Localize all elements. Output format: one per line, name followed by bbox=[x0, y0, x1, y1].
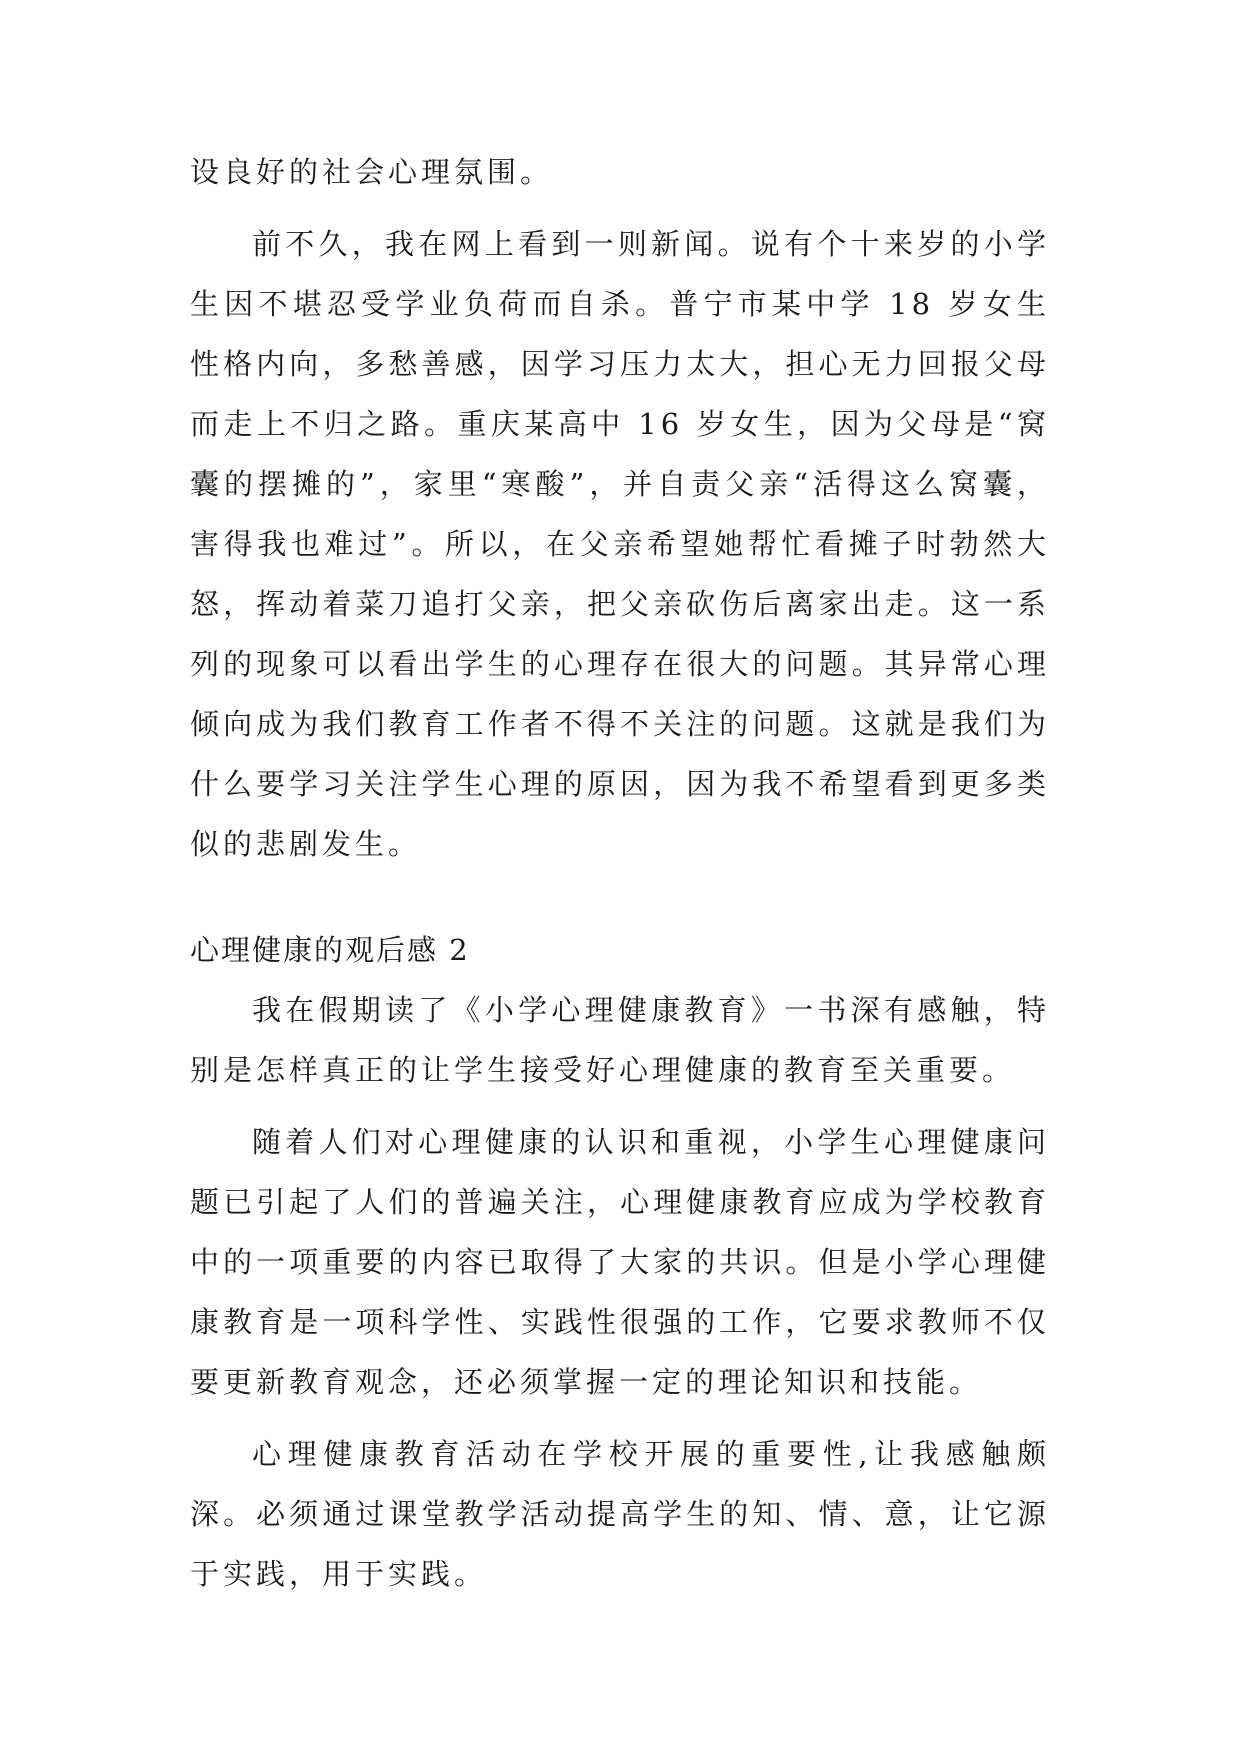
activity-paragraph: 心理健康教育活动在学校开展的重要性,让我感触颇深。必须通过课堂教学活动提高学生的知、情、意，让它源于实践，用于实践。 bbox=[190, 1437, 1050, 1591]
reading-paragraph: 我在假期读了《小学心理健康教育》一书深有感触，特别是怎样真正的让学生接受好心理健康的教育至关重要。 bbox=[190, 993, 1050, 1087]
news-paragraph: 前不久，我在网上看到一则新闻。说有个十来岁的小学生因不堪忍受学业负荷而自杀。普宁市某中学 18 岁女生性格内向，多愁善感，因学习压力太大，担心无力回报父母而走上不归之路。重庆某高中 16 岁女生，因为父母是“窝囊的摆摊的”，家里“寒酸”，并自责父亲“活得这么窝囊，害得我也难过”。所以，在父亲希望她帮忙看摊子时勃然大怒，挥动着菜刀追打父亲，把父亲砍伤后离家出走。这一系列的现象可以看出学生的心理存在很大的问题。其异常心理倾向成为我们教育工作者不得不关注的问题。这就是我们为什么要学习关注学生心理的原因，因为我不希望看到更多类似的悲剧发生。 bbox=[190, 227, 1050, 861]
attention-paragraph: 随着人们对心理健康的认识和重视，小学生心理健康问题已引起了人们的普遍关注，心理健康教育应成为学校教育中的一项重要的内容已取得了大家的共识。但是小学心理健康教育是一项科学性、实践性很强的工作，它要求教师不仅要更新教育观念，还必须掌握一定的理论知识和技能。 bbox=[190, 1125, 1050, 1399]
section-2 bbox=[190, 980, 1050, 1604]
continuation-paragraph: 设良好的社会心理氛围。 bbox=[190, 155, 554, 189]
section-1 bbox=[190, 142, 1050, 874]
section-heading: 心理健康的观后感 2 bbox=[190, 933, 470, 967]
